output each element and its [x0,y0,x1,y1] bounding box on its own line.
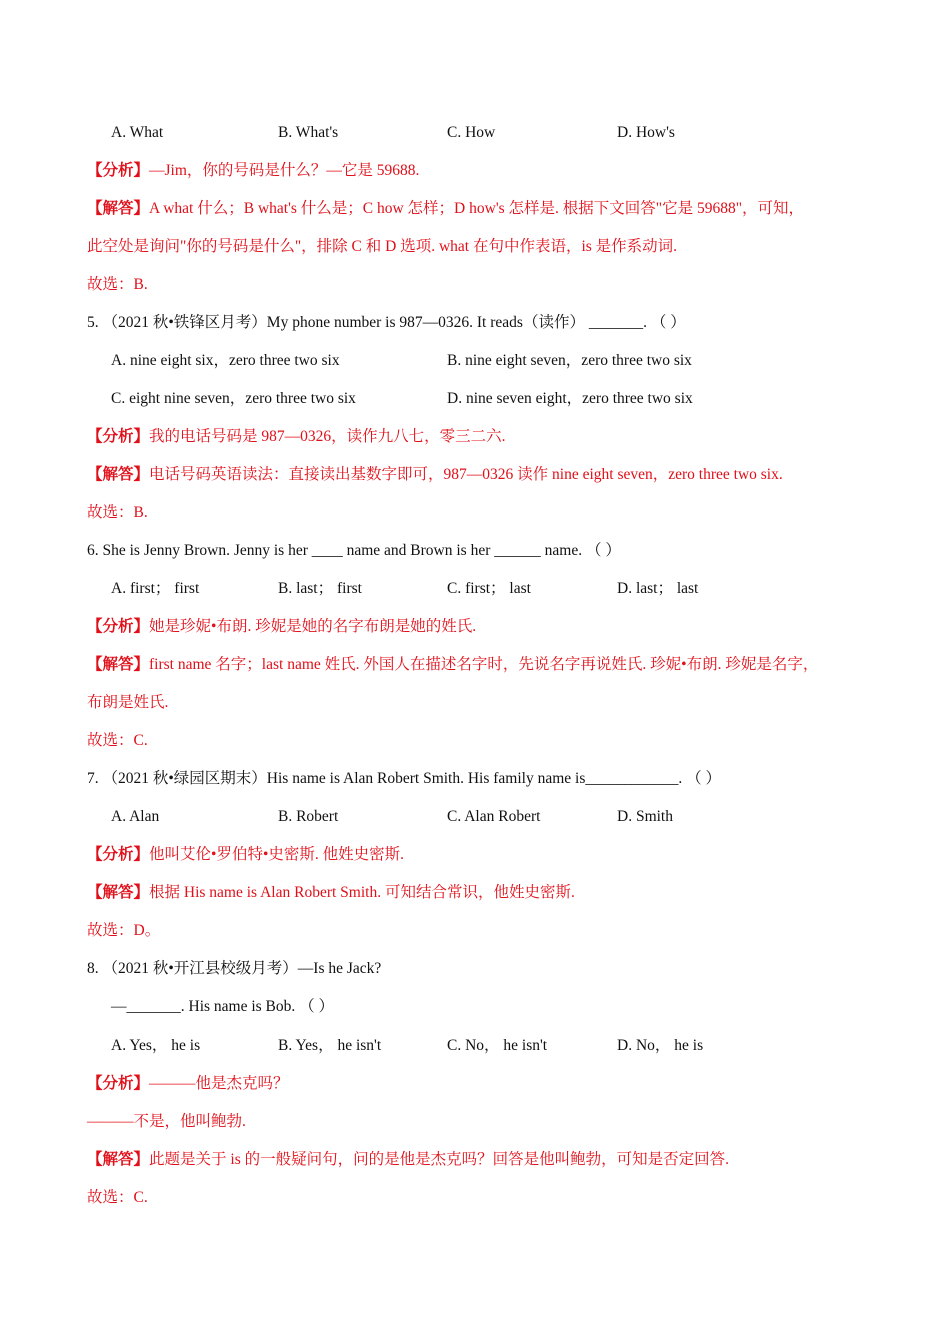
q7-option-c: C. Alan Robert [447,808,541,825]
q7-analysis: 【分析】他叫艾伦•罗伯特•史密斯. 他姓史密斯. [87,846,404,863]
q5-choice: 故选：B. [87,504,148,521]
q6-option-c: C. first； last [447,580,531,597]
q4-options [111,123,871,143]
q8-option-d: D. No， he is [617,1037,704,1054]
q4-option-c: C. How [447,124,496,141]
q5-option-c: C. eight nine seven，zero three two six [111,390,356,407]
q5-analysis: 【分析】我的电话号码是 987—0326，读作九八七，零三二六. [87,428,506,445]
q6-option-b: B. last； first [278,580,362,597]
q6-option-a: A. first； first [111,580,200,597]
q7-answer: 【解答】根据 His name is Alan Robert Smith. 可知结合常识，他姓史密斯. [87,884,575,901]
q5-stem: 5. （2021 秋•铁锋区月考）My phone number is 987—0326. It reads（读作） _______. （ ） [87,314,686,331]
q8-analysis-cont: ———不是，他叫鲍勃. [87,1113,246,1130]
q4-option-d: D. How's [617,124,675,141]
q6-option-d: D. last； last [617,580,699,597]
q4-answer: 【解答】A what 什么；B what's 什么是；C how 怎样；D how's 怎样是. 根据下文回答"它是 59688"，可知， [87,200,805,217]
q4-answer-cont: 此空处是询问"你的号码是什么"，排除 C 和 D 选项. what 在句中作表语，is 是作系动词. [87,238,678,255]
q6-stem: 6. She is Jenny Brown. Jenny is her ____ name and Brown is her ______ name. （ ） [87,542,621,559]
q5-option-b: B. nine eight seven，zero three two six [447,352,692,369]
q6-analysis: 【分析】她是珍妮•布朗. 珍妮是她的名字布朗是她的姓氏. [87,618,477,635]
q8-answer: 【解答】此题是关于 is 的一般疑问句，问的是他是杰克吗？回答是他叫鲍勃，可知是否定回答. [87,1151,729,1168]
q6-choice: 故选：C. [87,732,148,749]
q5-options-row1 [111,351,871,371]
q4-option-b: B. What's [278,124,339,141]
q8-stem-reply: —_______. His name is Bob. （ ） [111,998,335,1015]
q8-stem: 8. （2021 秋•开江县校级月考）—Is he Jack? [87,960,382,977]
q5-options-row2 [111,389,871,409]
q8-option-b: B. Yes， he isn't [278,1037,382,1054]
q6-answer: 【解答】first name 名字；last name 姓氏. 外国人在描述名字时，先说名字再说姓氏. 珍妮•布朗. 珍妮是名字， [87,656,819,673]
q6-answer-cont: 布朗是姓氏. [87,694,169,711]
q5-answer: 【解答】电话号码英语读法：直接读出基数字即可，987—0326 读作 nine eight seven，zero three two six. [87,466,783,483]
q7-option-b: B. Robert [278,808,339,825]
q6-options [111,579,871,599]
q7-option-d: D. Smith [617,808,673,825]
q7-option-a: A. Alan [111,808,160,825]
q8-options [111,1036,871,1056]
q4-analysis: 【分析】—Jim，你的号码是什么？—它是 59688. [87,162,420,179]
q8-option-a: A. Yes， he is [111,1037,201,1054]
q4-option-a: A. What [111,124,164,141]
q8-choice: 故选：C. [87,1189,148,1206]
q8-analysis: 【分析】———他是杰克吗？ [87,1075,289,1092]
q4-choice: 故选：B. [87,276,148,293]
q5-option-d: D. nine seven eight，zero three two six [447,390,693,407]
q5-option-a: A. nine eight six，zero three two six [111,352,340,369]
q7-choice: 故选：D。 [87,922,161,939]
q7-options [111,807,871,827]
q8-option-c: C. No， he isn't [447,1037,548,1054]
q7-stem: 7. （2021 秋•绿园区期末）His name is Alan Robert Smith. His family name is____________. （ ） [87,770,722,787]
